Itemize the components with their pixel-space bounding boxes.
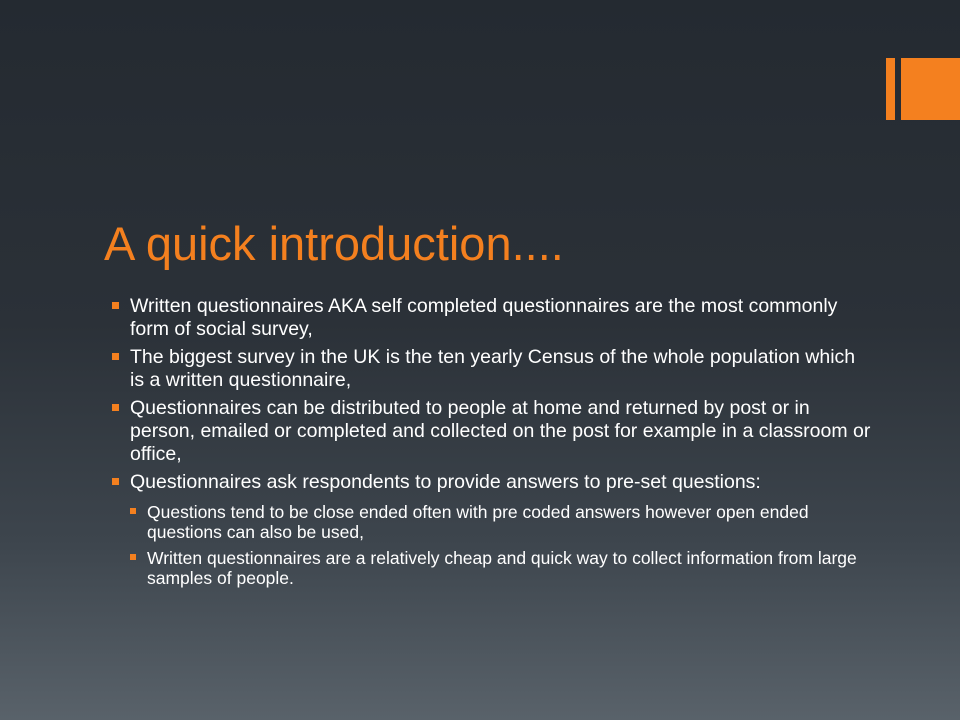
bullet-list bbox=[112, 295, 872, 588]
bullet-text: The biggest survey in the UK is the ten yearly Census of the whole population which is a written questionnaire, bbox=[130, 346, 856, 391]
sub-bullet-list bbox=[130, 502, 872, 588]
square-bullet-icon bbox=[130, 508, 136, 514]
accent-bar-wide bbox=[901, 58, 960, 120]
bullet-item bbox=[112, 346, 872, 392]
sub-bullet-item bbox=[130, 548, 872, 588]
bullet-item bbox=[112, 397, 872, 466]
square-bullet-icon bbox=[112, 353, 119, 360]
square-bullet-icon bbox=[112, 404, 119, 411]
sub-bullet-text: Written questionnaires are a relatively cheap and quick way to collect information from large samples of people. bbox=[147, 548, 857, 588]
accent-bar-thin bbox=[886, 58, 895, 120]
bullet-text: Questionnaires ask respondents to provide answers to pre-set questions: bbox=[130, 471, 761, 493]
bullet-text: Written questionnaires AKA self completed questionnaires are the most commonly form of social survey, bbox=[130, 295, 838, 340]
sub-bullet-text: Questions tend to be close ended often with pre coded answers however open ended questions can also be used, bbox=[147, 502, 809, 542]
slide-title: A quick introduction.... bbox=[104, 217, 564, 270]
square-bullet-icon bbox=[112, 302, 119, 309]
sub-bullet-item bbox=[130, 502, 872, 542]
bullet-item bbox=[112, 471, 872, 588]
square-bullet-icon bbox=[130, 554, 136, 560]
slide-content bbox=[112, 295, 872, 594]
square-bullet-icon bbox=[112, 478, 119, 485]
bullet-text: Questionnaires can be distributed to people at home and returned by post or in person, emailed or completed and collected on the post for example in a classroom or office, bbox=[130, 397, 871, 465]
bullet-item bbox=[112, 295, 872, 341]
